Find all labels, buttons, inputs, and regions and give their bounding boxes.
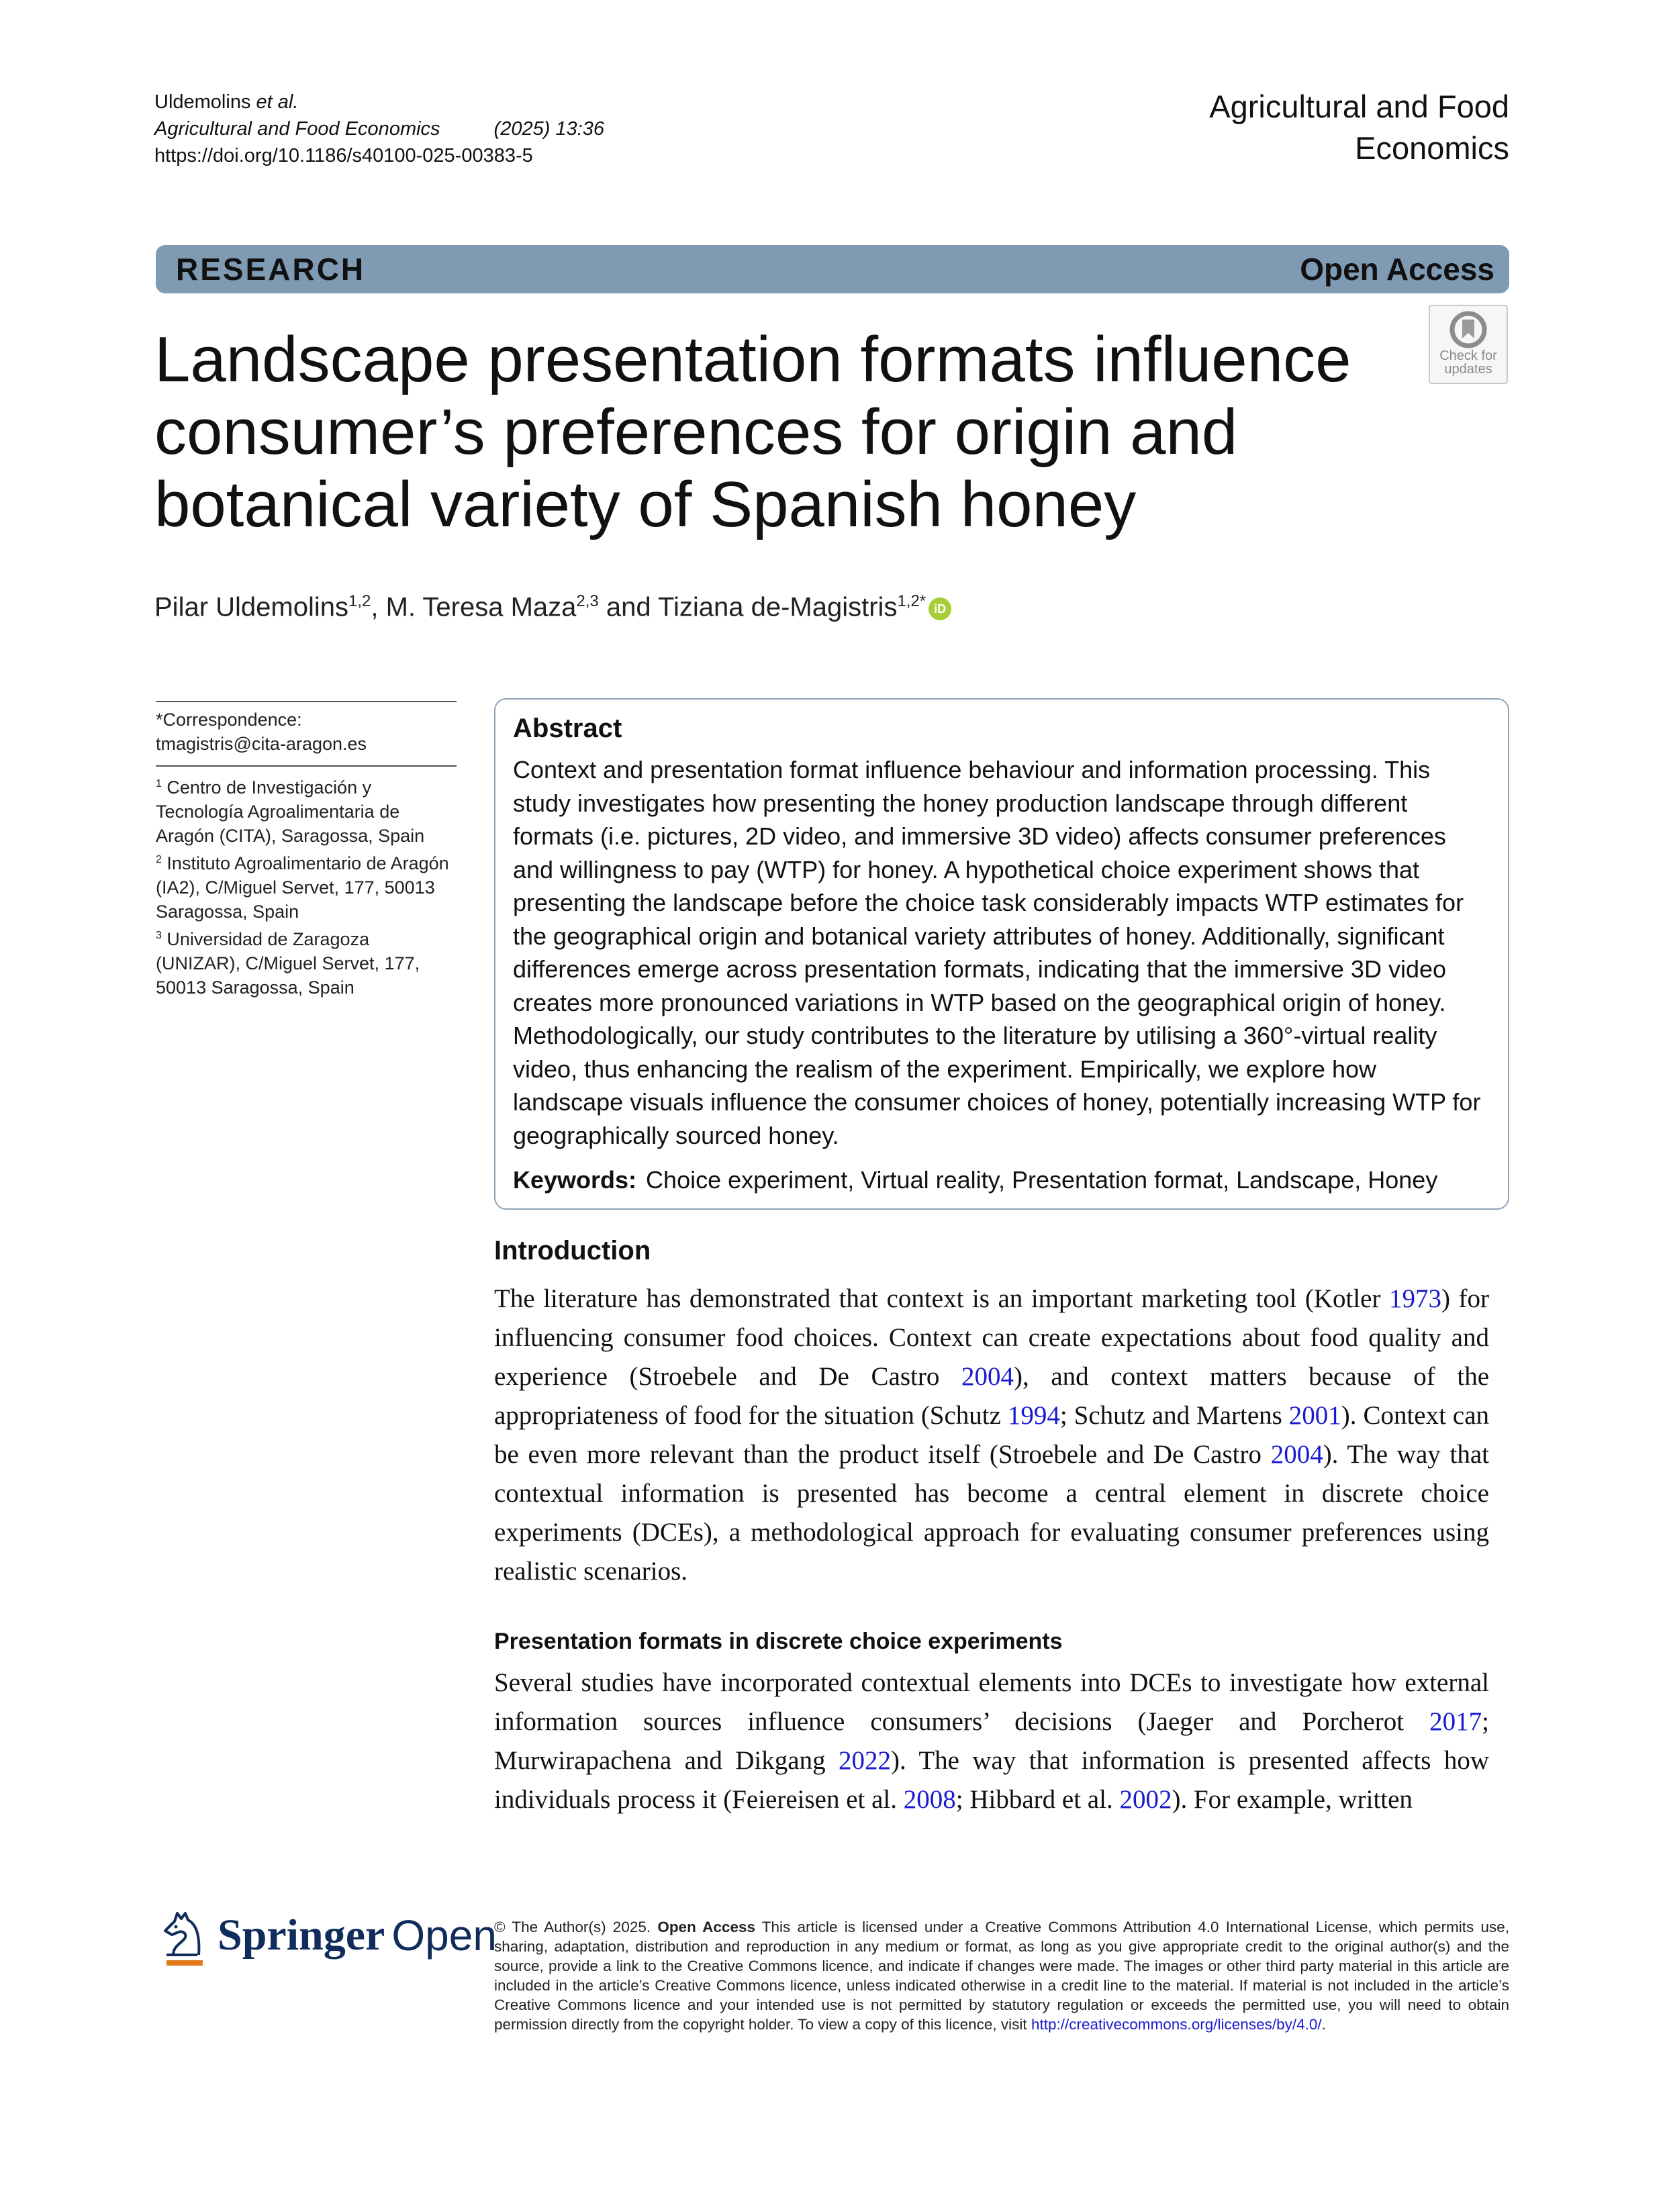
keywords — [513, 1164, 1490, 1196]
affiliation-text: Universidad de Zaragoza (UNIZAR), C/Miguel Servet, 177, 50013 Saragossa, Spain — [156, 929, 420, 998]
journal-brand-line1: Agricultural and Food — [1209, 89, 1509, 124]
text-run: ), and context matters because of the appropriateness of food for the situation (Schutz — [494, 1362, 1490, 1430]
journal-brand-line2: Economics — [1355, 130, 1509, 166]
running-header — [154, 89, 604, 169]
affiliation-item — [156, 924, 457, 1000]
logo-accent-bar — [166, 1960, 203, 1966]
license-end: . — [1321, 2016, 1326, 2033]
citation-link[interactable]: 2002 — [1119, 1785, 1172, 1814]
keywords-label: Keywords: — [513, 1166, 637, 1194]
author-name: Tiziana de-Magistris — [658, 592, 898, 622]
author-affiliation: 1,2 — [348, 592, 371, 610]
publisher-logo — [158, 1908, 497, 1959]
affiliation-item — [156, 848, 457, 924]
article-type: RESEARCH — [176, 252, 366, 287]
license-notice — [494, 1917, 1509, 2034]
abstract-heading: Abstract — [513, 714, 622, 743]
citation-link[interactable]: 2022 — [838, 1746, 891, 1775]
author-separator: , — [371, 592, 386, 622]
citation-link[interactable]: 1994 — [1007, 1401, 1060, 1430]
correspondence-label: *Correspondence: — [156, 710, 302, 730]
affiliations-block — [156, 765, 457, 1000]
citation-link[interactable]: 2017 — [1429, 1707, 1482, 1736]
correspondence-email[interactable]: tmagistris@cita-aragon.es — [156, 734, 367, 754]
affiliation-number: 2 — [156, 854, 162, 865]
citation-link[interactable]: 1973 — [1389, 1284, 1441, 1313]
affiliation-number: 1 — [156, 778, 162, 789]
affiliation-item — [156, 772, 457, 848]
open-access-label: Open Access — [1300, 252, 1494, 287]
journal-brand — [1209, 86, 1509, 169]
author-separator: and — [598, 592, 659, 622]
text-run: ) for influencing consumer food choices. Context can create expectations about food quality and experience (Stroebele and De Castro — [494, 1284, 1489, 1391]
introduction-heading: Introduction — [494, 1236, 651, 1265]
citation-link[interactable]: 2008 — [903, 1785, 956, 1814]
header-authors: Uldemolins — [154, 91, 251, 113]
text-run: ). For example, written — [1172, 1785, 1413, 1814]
text-run: ; Hibbard et al. — [955, 1785, 1120, 1814]
text-run: ). The way that contextual information is presented has become a central element in discrete choice experiments (DCEs), a methodological approach for evaluating consumer preferences using realistic scenarios. — [494, 1440, 1489, 1586]
affiliation-text: Centro de Investigación y Tecnología Agroalimentaria de Aragón (CITA), Saragossa, Spain — [156, 777, 425, 846]
license-link[interactable]: http://creativecommons.org/licenses/by/4.0/ — [1031, 2016, 1322, 2033]
author-affiliation: 2,3 — [576, 592, 599, 610]
license-open-access: Open Access — [657, 1919, 755, 1935]
text-run: The literature has demonstrated that context is an important marketing tool (Kotler — [494, 1284, 1389, 1313]
author-list — [154, 583, 951, 626]
keywords-list: Choice experiment, Virtual reality, Presentation format, Landscape, Honey — [646, 1166, 1438, 1194]
header-citation: (2025) 13:36 — [493, 118, 605, 140]
check-for-updates-line2: updates — [1444, 362, 1492, 377]
check-for-updates-line1: Check for — [1439, 348, 1497, 363]
publisher-suffix: Open — [391, 1911, 497, 1960]
affiliation-text: Instituto Agroalimentario de Aragón (IA2), C/Miguel Servet, 177, 50013 Saragossa, Spain — [156, 853, 449, 922]
author-affiliation: 1,2* — [897, 592, 926, 610]
citation-link[interactable]: 2001 — [1288, 1401, 1341, 1430]
text-run: Several studies have incorporated contextual elements into DCEs to investigate how external information sources influence consumers’ decisions (Jaeger and Porcherot — [494, 1668, 1489, 1736]
check-for-updates-icon — [1449, 310, 1488, 349]
check-for-updates-button[interactable] — [1429, 305, 1508, 384]
text-run: ; Schutz and Martens — [1059, 1401, 1289, 1430]
citation-link[interactable]: 2004 — [1270, 1440, 1323, 1469]
publisher-name: Springer — [218, 1911, 385, 1960]
header-et-al: et al. — [256, 91, 299, 113]
license-prefix: © The Author(s) 2025. — [494, 1919, 658, 1935]
springer-horse-icon — [158, 1908, 205, 1959]
text-run: ). Context can be even more relevant than the product itself (Stroebele and De Castro — [494, 1401, 1490, 1469]
introduction-paragraph — [494, 1280, 1489, 1591]
doi-link[interactable]: https://doi.org/10.1186/s40100-025-00383-5 — [154, 145, 533, 166]
abstract-box — [494, 698, 1509, 1210]
license-text: This article is licensed under a Creative Commons Attribution 4.0 International License, which permits use, sharing, adaptation, distribution and reproduction in any medium or format, as long as you give appropriate credit to the original author(s) and the source, provide a link to the Creative Commons licence, and indicate if changes were made. The images or other third party material in this article are included in the article’s Creative Commons licence, unless indicated otherwise in a credit line to the material. If material is not included in the article’s Creative Commons licence and your intended use is not permitted by statutory regulation or exceeds the permitted use, you will need to obtain permission directly from the copyright holder. To view a copy of this licence, visit — [494, 1919, 1509, 2033]
abstract-text: Context and presentation format influence behaviour and information processing. This study investigates how presenting the honey production landscape through different formats (i.e. pictures, 2D video, and immersive 3D video) affects consumer preferences and willingness to pay (WTP) for honey. A hypothetical choice experiment shows that presenting the landscape before the choice task considerably impacts WTP estimates for the geographical origin and botanical variety attributes of honey. Additionally, significant differences emerge across presentation formats, indicating that the immersive 3D video creates more pronounced variations in WTP based on the geographical origin of honey. Methodologically, our study contributes to the literature by utilising a 360°-virtual reality video, thus enhancing the realism of the experiment. Empirically, we explore how landscape visuals influence the consumer choices of honey, potentially increasing WTP for geographically sourced honey. — [513, 756, 1481, 1149]
text-run: ). The way that information is presented affects how individuals process it (Feiereisen et al. — [494, 1746, 1489, 1814]
subsection-heading: Presentation formats in discrete choice experiments — [494, 1629, 1063, 1654]
orcid-icon[interactable]: iD — [929, 597, 951, 620]
affiliation-number: 3 — [156, 930, 162, 941]
article-type-banner — [156, 245, 1509, 293]
correspondence-block — [156, 701, 457, 756]
header-journal: Agricultural and Food Economics — [154, 118, 440, 140]
text-run: ; Murwirapachena and Dikgang — [494, 1707, 1489, 1775]
author-name: Pilar Uldemolins — [154, 592, 348, 622]
subsection-paragraph — [494, 1664, 1489, 1819]
citation-link[interactable]: 2004 — [961, 1362, 1014, 1391]
article-title: Landscape presentation formats influence consumer’s preferences for origin and botanical variety of Spanish honey — [154, 324, 1351, 540]
author-name: M. Teresa Maza — [385, 592, 577, 622]
